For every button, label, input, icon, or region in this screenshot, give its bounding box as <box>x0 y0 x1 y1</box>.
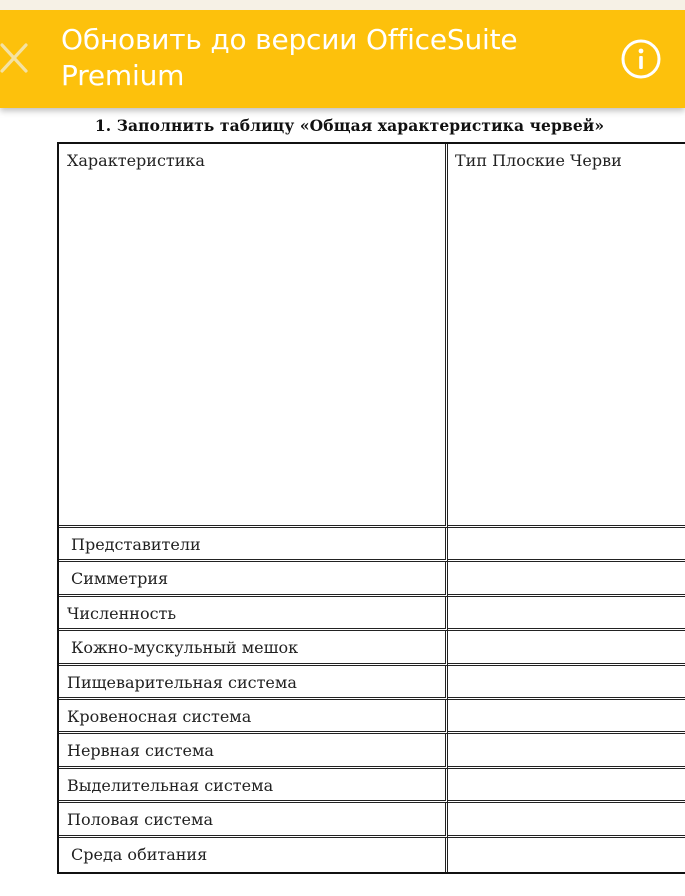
header-flatworms: Тип Плоские Черви <box>448 144 685 528</box>
table-row <box>59 528 685 562</box>
table-row <box>59 562 685 596</box>
row-value-cell[interactable] <box>448 769 685 803</box>
row-value-cell[interactable] <box>448 700 685 734</box>
table-row <box>59 597 685 631</box>
table-row <box>59 838 685 872</box>
row-label: Нервная система <box>59 734 448 768</box>
row-value-cell[interactable] <box>448 734 685 768</box>
table-row <box>59 769 685 803</box>
row-value-cell[interactable] <box>448 597 685 631</box>
row-value-cell[interactable] <box>448 666 685 700</box>
row-label: Пищеварительная система <box>59 666 448 700</box>
row-value-cell[interactable] <box>448 562 685 596</box>
row-label: Симметрия <box>59 562 448 596</box>
upgrade-banner[interactable] <box>0 0 685 108</box>
info-icon <box>620 38 662 80</box>
document-heading <box>0 116 685 135</box>
row-label: Среда обитания <box>59 838 448 872</box>
table-row <box>59 700 685 734</box>
table-row <box>59 631 685 665</box>
row-label: Численность <box>59 597 448 631</box>
characteristics-table <box>57 142 685 874</box>
status-strip <box>0 0 685 10</box>
table-header-row <box>59 144 685 528</box>
header-characteristic: Характеристика <box>59 144 448 528</box>
row-label: Выделительная система <box>59 769 448 803</box>
table-row <box>59 803 685 837</box>
row-label: Кожно-мускульный мешок <box>59 631 448 665</box>
row-value-cell[interactable] <box>448 631 685 665</box>
close-button[interactable] <box>0 40 30 76</box>
table-row <box>59 734 685 768</box>
row-value-cell[interactable] <box>448 528 685 562</box>
row-label: Половая система <box>59 803 448 837</box>
row-label: Кровеносная система <box>59 700 448 734</box>
close-icon <box>0 40 30 76</box>
row-label: Представители <box>59 528 448 562</box>
row-value-cell[interactable] <box>448 838 685 872</box>
info-button[interactable] <box>620 38 662 80</box>
upgrade-title[interactable]: Обновить до версии OfficeSuite Premium <box>61 23 518 92</box>
heading-text: 1. Заполнить таблицу «Общая характеристика червей» <box>94 116 605 135</box>
table-row <box>59 666 685 700</box>
row-value-cell[interactable] <box>448 803 685 837</box>
